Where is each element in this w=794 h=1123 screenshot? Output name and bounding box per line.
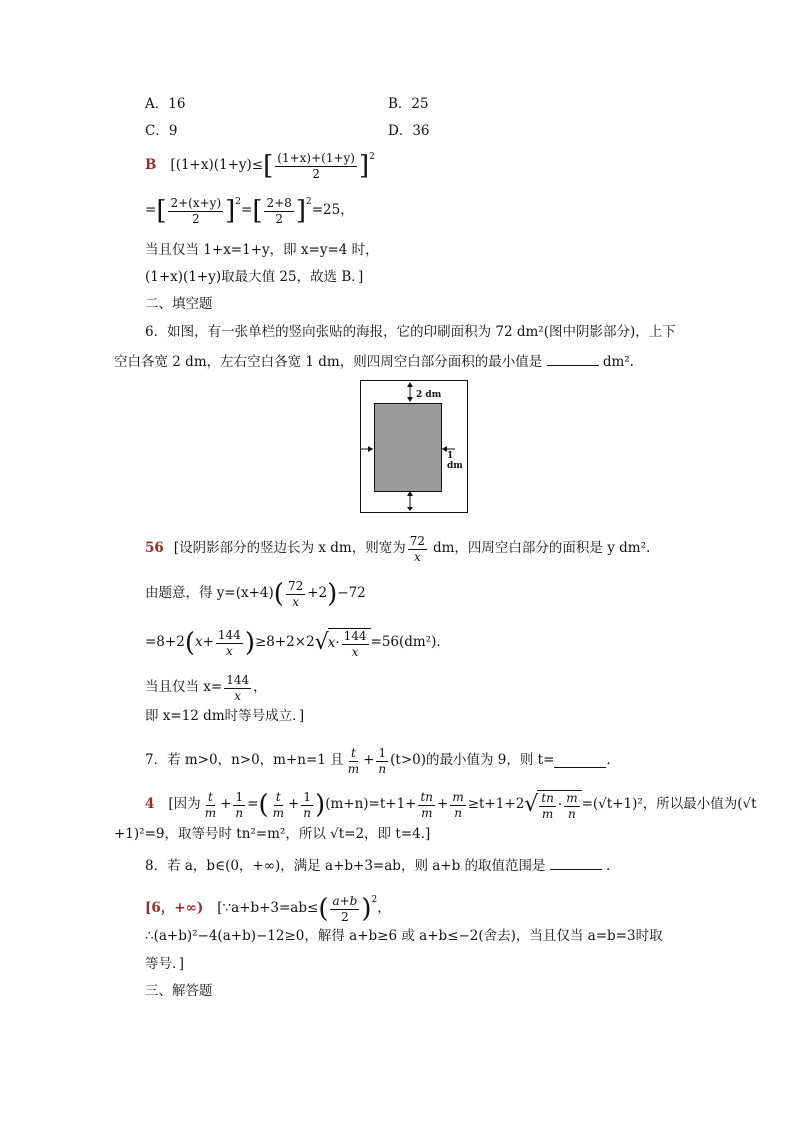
bracket-close: ] xyxy=(295,196,306,227)
fraction xyxy=(342,630,369,658)
answer-blank xyxy=(550,857,602,870)
q7-text: (m+n)=t+1+ xyxy=(325,796,417,813)
fraction xyxy=(264,197,293,225)
fraction xyxy=(376,747,388,775)
numerator: t xyxy=(275,790,281,804)
numerator: 72 xyxy=(409,534,425,548)
q7-solution-line-1: 4 [因为 $\frac{t}{m}$ + $\frac{1}{n}$ = ( $\frac{t}{m}$ + $\frac{1}{n}$ ) (m+n)=t+1+ $\frac{tn}{m}$ + $\frac{m}{n}$ ≥t+1+2 √ $\frac{tn}{m}$ · $\frac{m}{n}$ =(√t+1)²，所以最小值为(√t xyxy=(145,790,757,821)
option-c: C．9 xyxy=(145,123,178,139)
denominator: 2 xyxy=(341,909,349,924)
fraction xyxy=(450,791,465,819)
plus: + xyxy=(363,752,375,769)
denominator: 2 xyxy=(191,211,200,226)
fraction xyxy=(224,674,251,702)
q6-text: +2 xyxy=(307,585,328,602)
answer-blank xyxy=(554,755,606,768)
q7-text: ≥t+1+2 xyxy=(467,796,525,813)
fraction xyxy=(301,791,313,819)
denominator: x xyxy=(292,594,299,609)
paren-open: ( xyxy=(273,579,284,610)
denominator: x xyxy=(351,644,359,659)
fraction xyxy=(233,791,245,819)
radical-sign: √ xyxy=(524,792,539,818)
q5-answer: B xyxy=(145,157,157,174)
option-b: B．25 xyxy=(388,96,429,112)
q5-solution-line-1 xyxy=(145,152,375,180)
q5-solution-line-4: (1+x)(1+y)取最大值 25，故选 B．] xyxy=(145,269,364,285)
numerator: 1 xyxy=(378,746,387,760)
fraction xyxy=(286,580,305,608)
bracket-open: [ xyxy=(252,196,263,227)
fraction xyxy=(216,629,243,657)
exponent: 2 xyxy=(369,151,375,162)
numerator: t xyxy=(207,790,213,804)
paren-open: ( xyxy=(318,894,329,925)
exponent: 2 xyxy=(371,894,378,905)
q6-text-line-1: 6．如图，有一张单栏的竖向张贴的海报，它的印刷面积为 72 dm²(图中阴影部分)，上下 xyxy=(145,324,676,340)
bracket-close: ] xyxy=(225,196,236,227)
q8-solution-line-3: 等号．] xyxy=(145,956,185,972)
denominator: x xyxy=(225,643,233,658)
q7-text: [因为 xyxy=(168,796,201,813)
fraction xyxy=(275,152,357,180)
radicand-x: x· xyxy=(327,635,340,652)
denominator: m xyxy=(541,806,554,821)
paren-close: ) xyxy=(315,790,326,821)
option-a: A．16 xyxy=(145,96,186,112)
denominator: m xyxy=(204,805,217,820)
q6-text: =56(dm²)． xyxy=(370,634,450,651)
denominator: n xyxy=(235,805,244,820)
q6-text: [设阴影部分的竖边长为 x dm，则宽为 xyxy=(173,540,406,557)
q7-answer: 4 xyxy=(145,796,155,813)
exponent: 2 xyxy=(235,196,242,207)
q6-text: x+ xyxy=(194,634,214,651)
square-root xyxy=(524,790,581,820)
q6-text: −72 xyxy=(337,585,366,602)
q6-solution-line-2 xyxy=(145,580,366,608)
fraction xyxy=(330,895,359,923)
q8-text: 8．若 a，b∈(0，+∞)，满足 a+b+3=ab，则 a+b 的取值范围是 xyxy=(145,858,546,874)
numerator: 72 xyxy=(287,579,304,593)
q8-solution-line-2: ∴(a+b)²−4(a+b)−12≥0，解得 a+b≥6 或 a+b≤−2(舍去)，当且仅当 a=b=3时取 xyxy=(145,928,663,944)
square-root xyxy=(315,628,371,658)
fraction xyxy=(346,747,361,775)
equals: = xyxy=(241,202,253,219)
label-side-margin: 1 dm xyxy=(447,451,463,471)
q6-solution-line-1 xyxy=(145,535,650,563)
q6-text: 当且仅当 x= xyxy=(145,679,223,696)
denominator: x xyxy=(234,688,242,703)
numerator: 1 xyxy=(303,790,311,804)
q6-text: dm，四周空白部分的面积是 y dm². xyxy=(432,540,651,557)
numerator: 1 xyxy=(235,790,244,804)
q6-text: =8+2 xyxy=(145,634,185,651)
fraction xyxy=(539,792,556,820)
radicand xyxy=(328,628,371,658)
q6-solution-line-4 xyxy=(145,674,267,702)
numerator: 2+8 xyxy=(266,196,292,210)
numerator: 2+(x+y) xyxy=(170,196,222,210)
section-heading-fill-blank: 二、填空题 xyxy=(145,296,213,312)
bracket-close: ] xyxy=(358,151,370,182)
q6-solution-line-3 xyxy=(145,628,450,658)
bracket-open: [ xyxy=(263,151,274,182)
denominator: m xyxy=(347,761,360,776)
fraction xyxy=(564,792,579,820)
denominator: 2 xyxy=(275,211,283,226)
paren-open: ( xyxy=(258,790,269,821)
denominator: m xyxy=(421,805,433,820)
numerator: 144 xyxy=(226,673,250,687)
fraction xyxy=(271,791,286,819)
denominator: n xyxy=(378,761,387,776)
radical-sign: √ xyxy=(314,630,329,656)
numerator: tn xyxy=(420,790,434,804)
section-heading-answer: 三、解答题 xyxy=(145,983,213,999)
dimension-arrows xyxy=(361,381,467,512)
q7-text: =(√t+1)²，所以最小值为(√t xyxy=(581,796,757,813)
fraction xyxy=(418,791,435,819)
result: =25， xyxy=(311,202,354,219)
q6-text: 空白各宽 2 dm，左右空白各宽 1 dm，则四周空白部分面积的最小值是 xyxy=(114,354,543,370)
q7-solution-line-2: +1)²=9，取等号时 tn²=m²，所以 √t=2，即 t=4.] xyxy=(114,826,431,842)
q6-text: ≥8+2×2 xyxy=(254,634,315,651)
denominator: 2 xyxy=(312,166,320,181)
label-top-margin: 2 dm xyxy=(416,390,442,400)
numerator: t xyxy=(350,746,356,760)
q5-solution-line-3: 当且仅当 1+x=1+y，即 x=y=4 时， xyxy=(145,242,379,258)
bracket-open: [ xyxy=(156,196,167,227)
equals: = xyxy=(145,202,157,219)
q7-text: (t>0)的最小值为 9，则 t= xyxy=(390,752,555,769)
q8-answer: [6，+∞) xyxy=(145,900,204,917)
exponent: 2 xyxy=(305,196,312,207)
option-d: D．36 xyxy=(388,123,430,139)
numerator: (1+x)+(1+y) xyxy=(277,151,355,165)
q8-text: [∵a+b+3=ab≤ xyxy=(217,900,319,917)
numerator: 144 xyxy=(343,629,367,643)
q6-text-line-2 xyxy=(114,353,634,370)
denominator: n xyxy=(303,805,312,820)
paren-open: ( xyxy=(184,628,195,659)
q8-text: ． xyxy=(606,858,620,874)
paren-close: ) xyxy=(361,894,372,925)
numerator: m xyxy=(566,791,578,805)
numerator: tn xyxy=(541,791,554,805)
paren-close: ) xyxy=(327,579,338,610)
q8-text-line xyxy=(145,857,620,874)
q6-solution-line-5: 即 x=12 dm时等号成立．] xyxy=(145,708,305,724)
q8-solution-line-1 xyxy=(145,895,391,923)
q5-solution-line-2 xyxy=(145,197,354,225)
answer-blank xyxy=(547,353,599,366)
q6-text: 由题意，得 y=(x+4) xyxy=(145,585,274,602)
fraction xyxy=(408,535,427,563)
q6-text: ， xyxy=(253,679,267,696)
q8-text: ， xyxy=(377,900,391,917)
q6-answer: 56 xyxy=(145,540,164,557)
paren-close: ) xyxy=(244,628,255,659)
fraction xyxy=(203,791,218,819)
denominator: m xyxy=(272,805,284,820)
q6-unit: dm². xyxy=(602,354,634,370)
numerator: m xyxy=(452,790,464,804)
fraction xyxy=(168,197,223,225)
q7-text-line xyxy=(145,747,620,775)
q7-text: ． xyxy=(606,752,620,769)
radicand: $\frac{tn}{m}$ · $\frac{m}{n}$ xyxy=(537,790,581,820)
numerator: 144 xyxy=(217,628,241,642)
denominator: n xyxy=(454,805,462,820)
denominator: x xyxy=(413,549,421,564)
q7-text: 7．若 m>0，n>0，m+n=1 且 xyxy=(145,752,344,769)
q5-expr-left: [(1+x)(1+y)≤ xyxy=(170,157,264,174)
numerator: a+b xyxy=(332,894,358,908)
poster-figure xyxy=(360,380,468,513)
denominator: n xyxy=(568,806,576,821)
